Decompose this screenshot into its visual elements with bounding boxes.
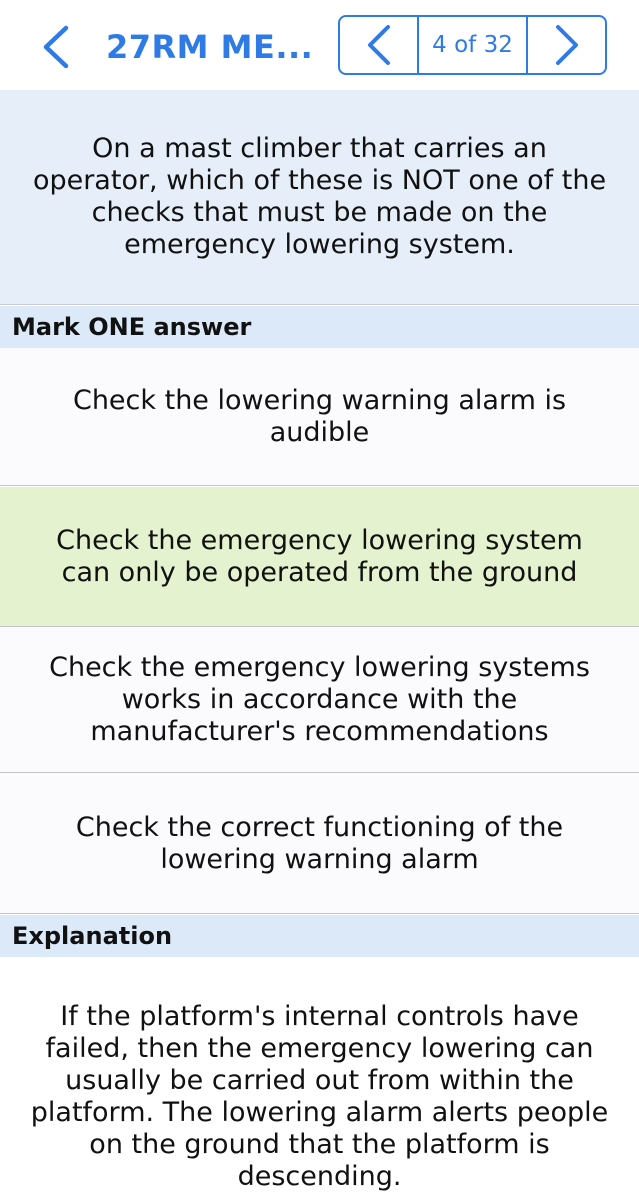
answer-option-3[interactable]	[0, 628, 639, 773]
answers-section-header: Mark ONE answer	[0, 306, 639, 348]
answer-text: Check the correct functioning of the lowering warning alarm	[75, 811, 564, 875]
chevron-right-icon	[550, 23, 584, 67]
explanation-panel	[0, 957, 639, 1192]
question-panel	[0, 90, 639, 305]
question-counter: 4 of 32	[417, 17, 528, 73]
nav-bar	[0, 0, 639, 90]
answer-option-2[interactable]	[0, 487, 639, 627]
answer-text: Check the emergency lowering system can only be operated from the ground	[56, 524, 583, 588]
question-text: On a mast climber that carries an operator, which of these is NOT one of the checks that must be made on the emergency lowering system.	[32, 133, 607, 260]
back-button[interactable]	[36, 22, 76, 72]
answer-option-1[interactable]	[0, 348, 639, 486]
explanation-text: If the platform's internal controls have failed, then the emergency lowering can usually be carried out from within the platform. The lowering alarm alerts people on the ground that the platform is descending.	[30, 1001, 609, 1192]
previous-question-button[interactable]	[340, 17, 417, 73]
chevron-left-icon	[36, 22, 76, 72]
question-pager	[338, 15, 607, 75]
next-question-button[interactable]	[528, 17, 605, 73]
chevron-left-icon	[362, 23, 396, 67]
answer-text: Check the emergency lowering systems works in accordance with the manufacturer's recommendations	[49, 652, 590, 747]
page-title: 27RM ME...	[106, 28, 314, 66]
answer-option-4[interactable]	[0, 774, 639, 914]
explanation-section-header: Explanation	[0, 915, 639, 957]
answer-text: Check the lowering warning alarm is audible	[72, 384, 567, 448]
